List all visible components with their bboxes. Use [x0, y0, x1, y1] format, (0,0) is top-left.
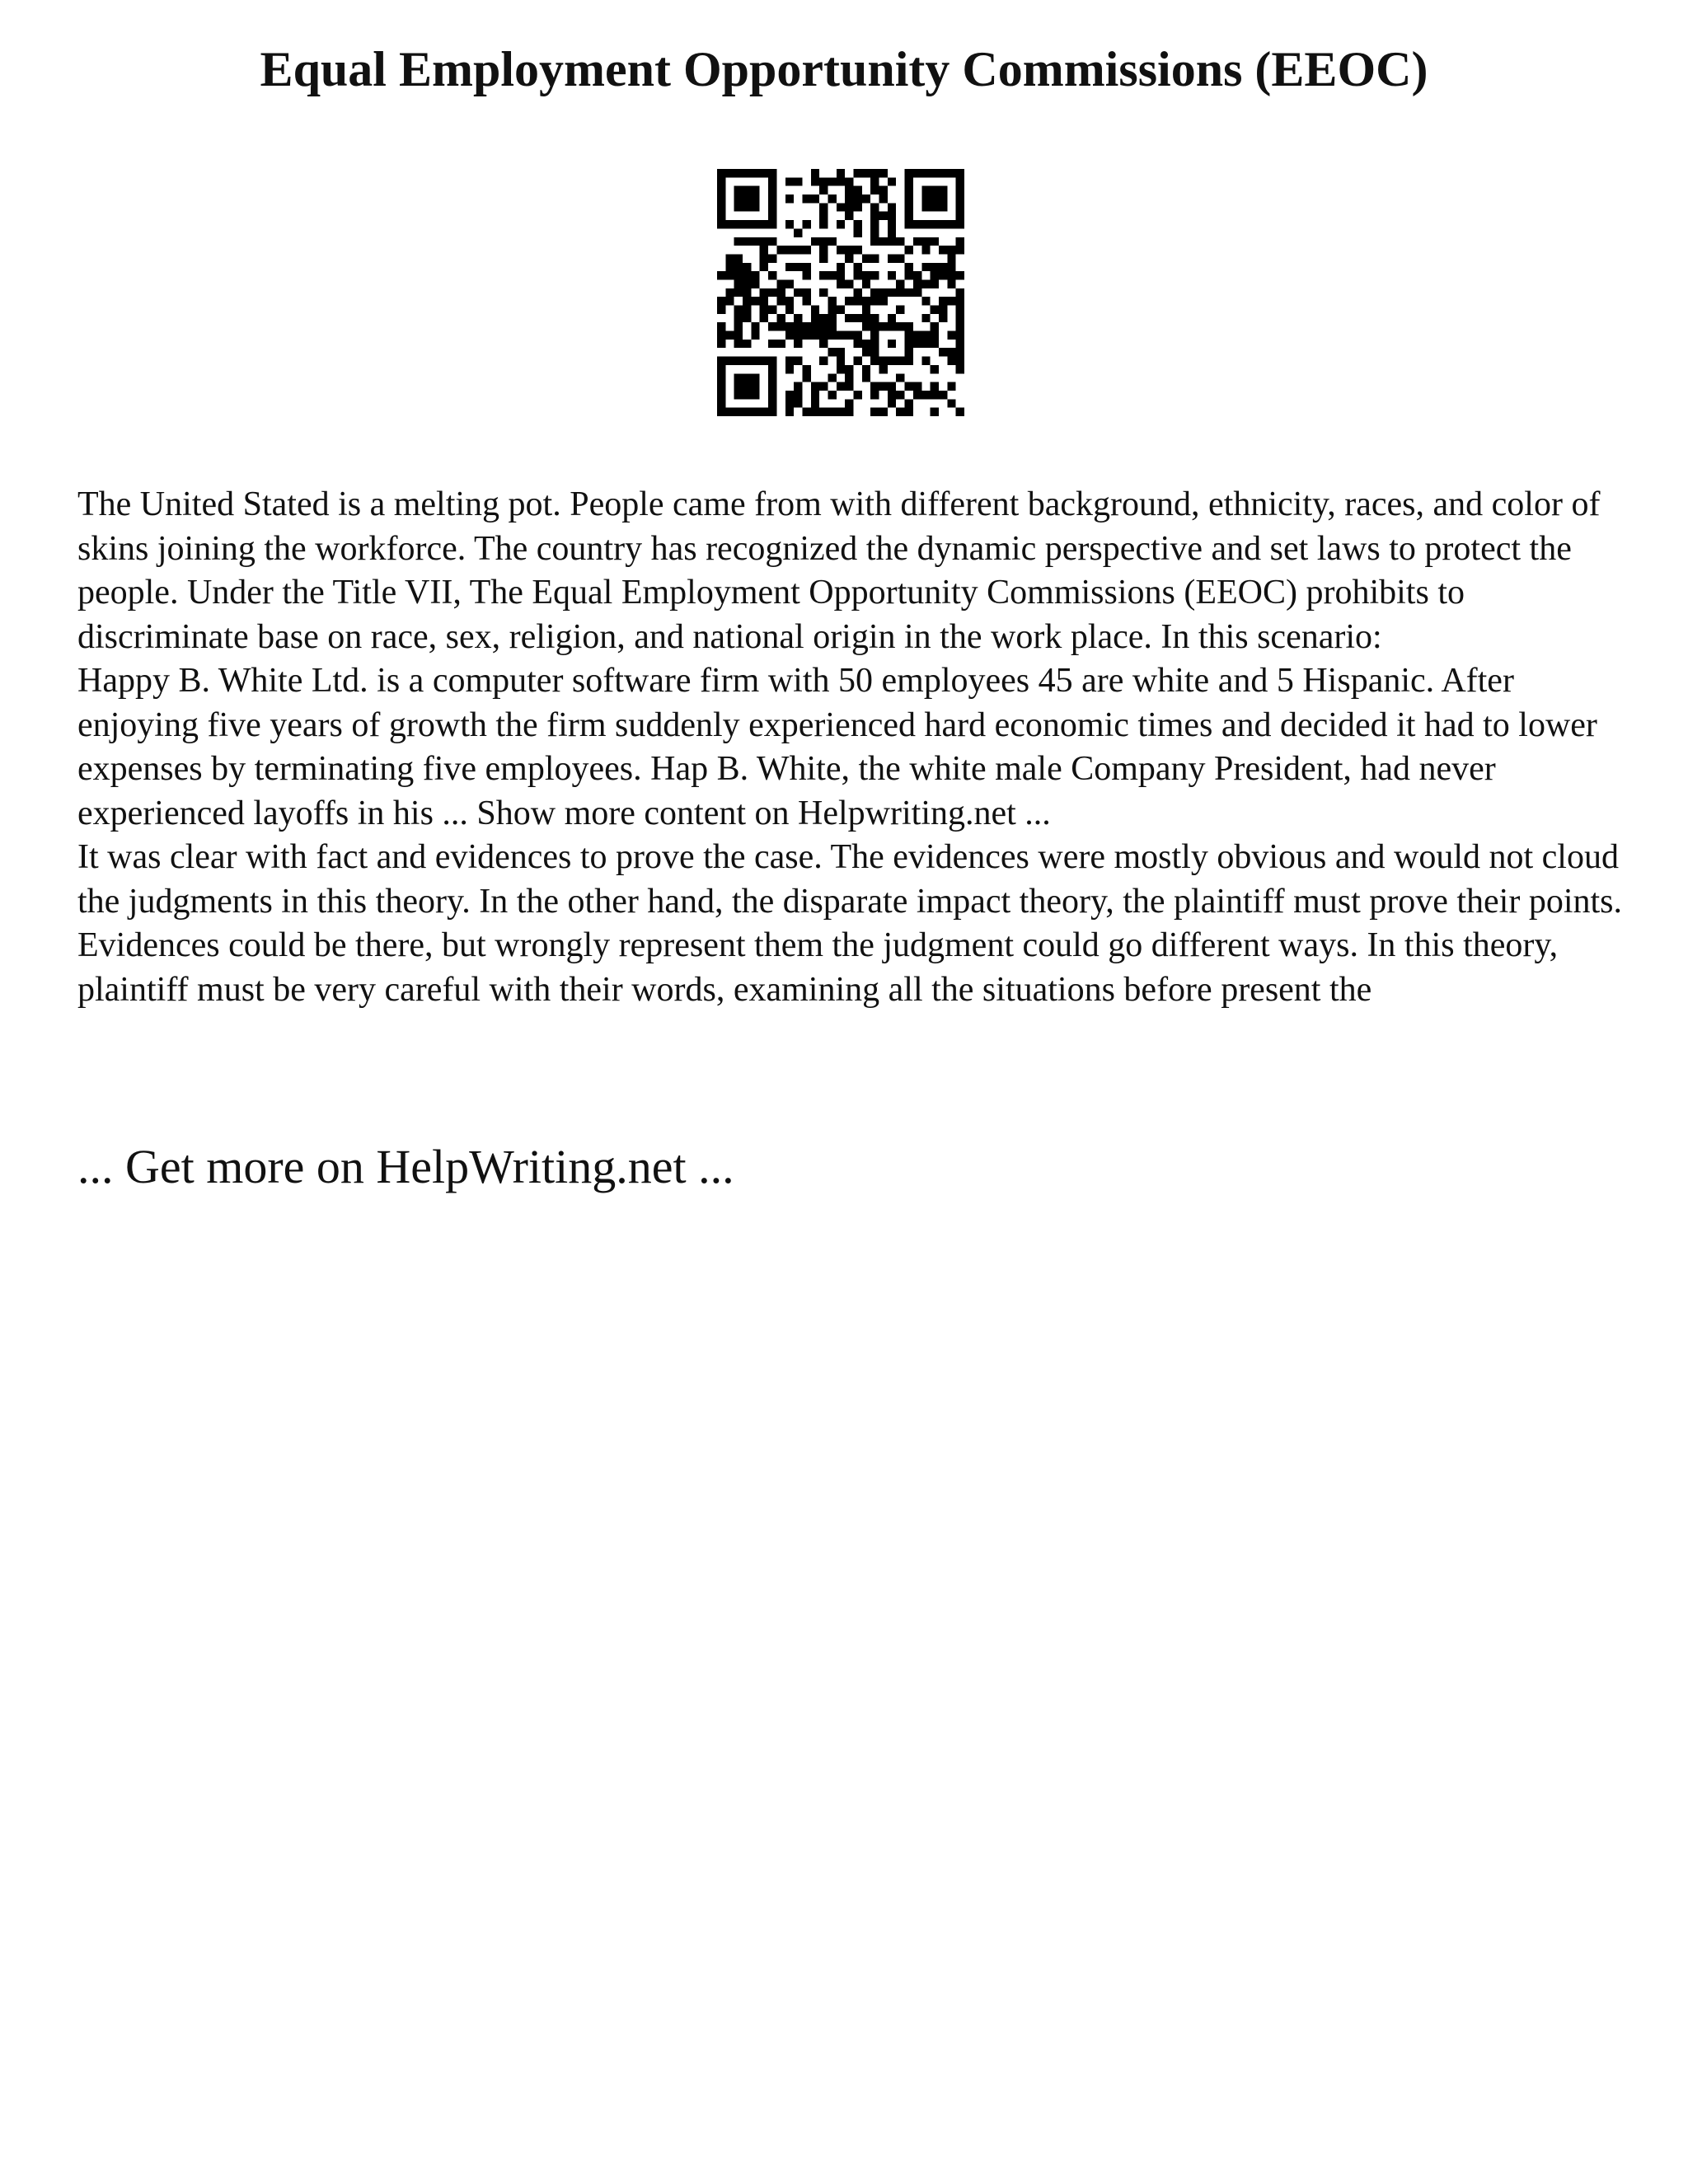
paragraph: Happy B. White Ltd. is a computer software firm with 50 employees 45 are white and 5 Hispanic. After enjoying five years of growth the firm suddenly experienced hard economic times and decided it had to lower expenses by terminating five employees. Hap B. White, the white male Company President, had never experienced layoffs in his ... Show more content on Helpwriting.net ...: [77, 662, 1597, 832]
qr-code-icon: [717, 169, 964, 416]
article-body: [77, 483, 1627, 1012]
paragraph: The United Stated is a melting pot. People came from with different background, ethnicity, races, and color of skins joining the workforce. The country has recognized the dynamic perspective and set laws to protect the people. Under the Title VII, The Equal Employment Opportunity Commissions (EEOC) prohibits to discriminate base on race, sex, religion, and national origin in the work place. In this scenario:: [77, 485, 1601, 656]
page-title: Equal Employment Opportunity Commissions (EEOC): [260, 42, 1428, 96]
paragraph: It was clear with fact and evidences to prove the case. The evidences were mostly obvious and would not cloud the judgments in this theory. In the other hand, the disparate impact theory, the plaintiff must prove their points. Evidences could be there, but wrongly represent them the judgment could go different ways. In this theory, plaintiff must be very careful with their words, examining all the situations before present the: [77, 838, 1623, 1009]
get-more-link[interactable]: ... Get more on HelpWriting.net ...: [77, 1140, 734, 1193]
